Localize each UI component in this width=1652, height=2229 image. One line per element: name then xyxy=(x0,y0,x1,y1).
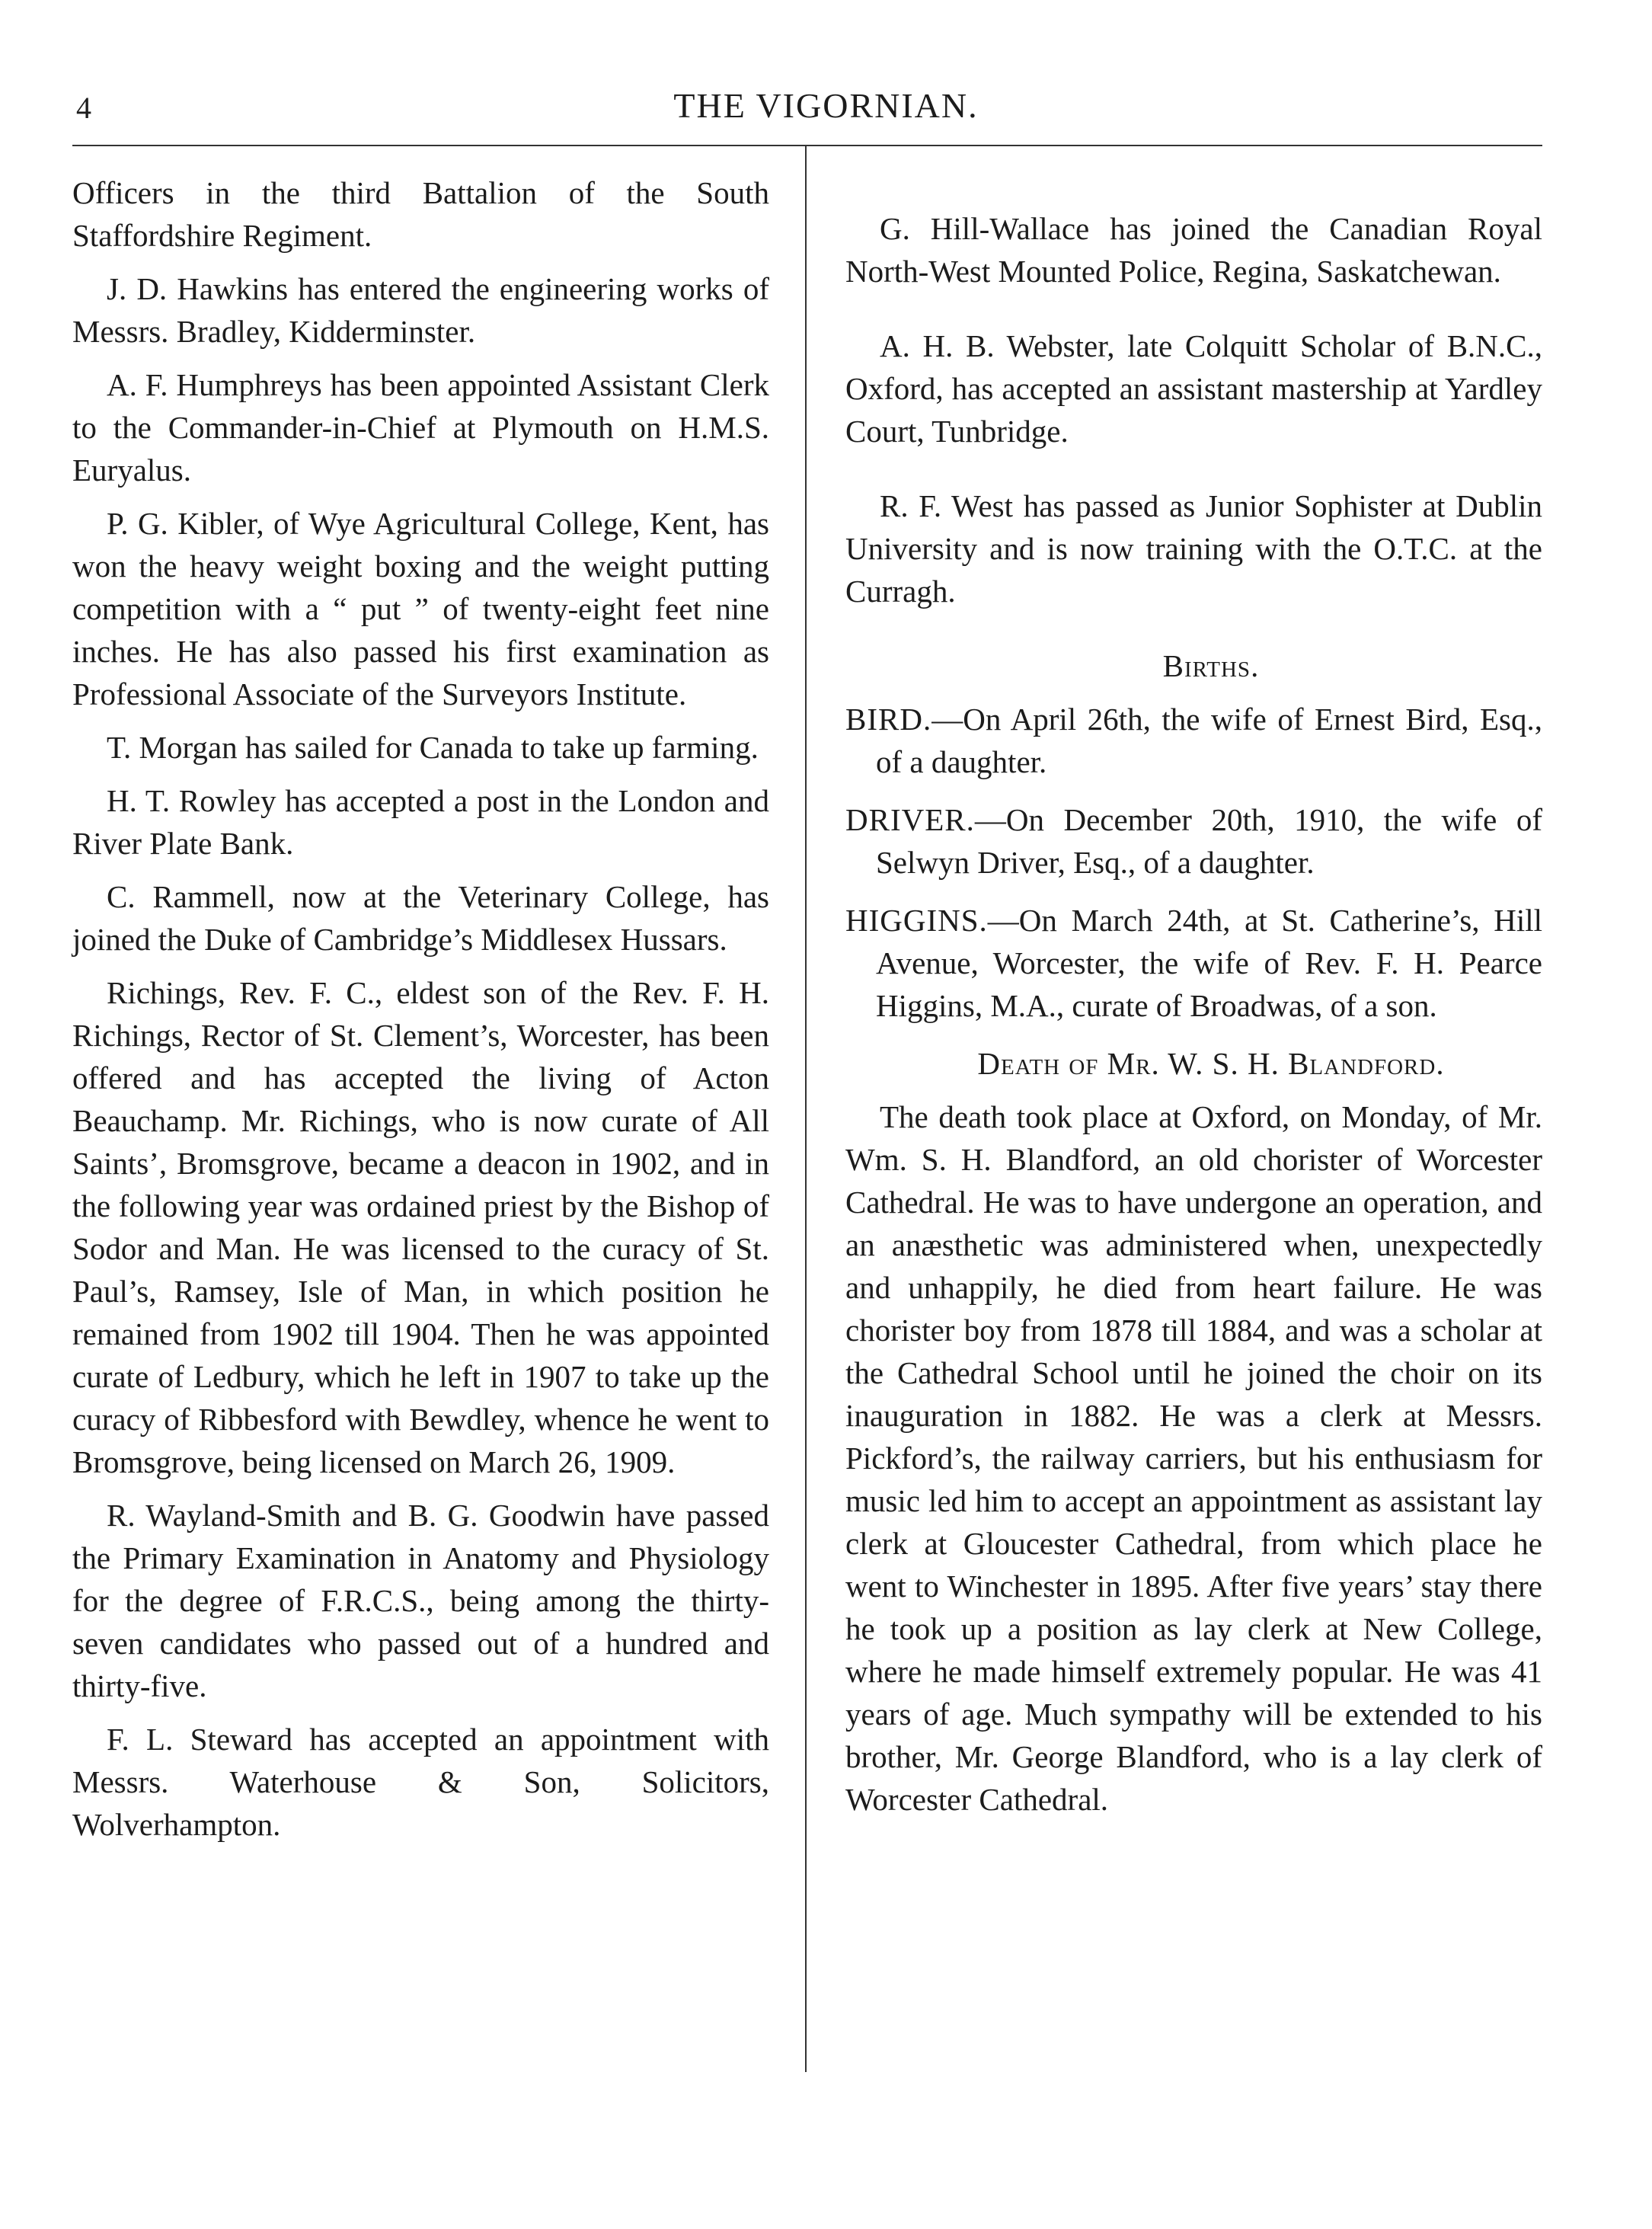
paragraph-blandford: The death took place at Oxford, on Monday, of Mr. Wm. S. H. Blandford, an old chorister of Worcester Cathedral. He was to have undergone an operation, and an anæsthetic was administered when, unexpectedly and unhappily, he died from heart failure. He was chorister boy from 1878 till 1884, and was a scholar at the Cathedral School until he joined the choir on its inauguration in 1882. He was a clerk at Messrs. Pickford’s, the railway carriers, but his enthusiasm for music led him to accept an appointment as assistant lay clerk at Gloucester Cathedral, from which place he went to Winchester in 1895. After five years’ stay there he took up a position as lay clerk at New College, where he made himself extremely popular. He was 41 years of age. Much sympathy will be extended to his brother, Mr. George Blandford, who is a lay clerk of Worcester Cathedral. xyxy=(845,1099,1542,1817)
paragraph-rowley: H. T. Rowley has accepted a post in the London and River Plate Bank. xyxy=(72,783,769,861)
paragraph-wayland-smith: R. Wayland-Smith and B. G. Goodwin have passed the Primary Examination in Anatomy and Physiology for the degree of F.R.C.S., being among the thirty-seven candidates who passed out of a hundred and thirty-five. xyxy=(72,1498,769,1703)
header-rule xyxy=(72,145,1542,146)
right-column xyxy=(845,207,1542,1831)
birth-entry-bird xyxy=(845,698,1542,783)
paragraph-hawkins: J. D. Hawkins has entered the engineering works of Messrs. Bradley, Kidderminster. xyxy=(72,271,769,349)
birth-name: BIRD. xyxy=(845,702,932,737)
birth-entry-driver xyxy=(845,798,1542,884)
paragraph-hill-wallace: G. Hill-Wallace has joined the Canadian Royal North-West Mounted Police, Regina, Saskatchewan. xyxy=(845,211,1542,289)
births-heading: Births. xyxy=(1162,648,1260,683)
paragraph-morgan: T. Morgan has sailed for Canada to take up farming. xyxy=(107,730,759,765)
paragraph-rammell: C. Rammell, now at the Veterinary College, has joined the Duke of Cambridge’s Middlesex Hussars. xyxy=(72,879,769,957)
page-title: THE VIGORNIAN. xyxy=(673,86,979,125)
column-divider xyxy=(805,145,807,2072)
birth-text: —On March 24th, at St. Catherine’s, Hill Avenue, Worcester, the wife of Rev. F. H. Pearce Higgins, M.A., curate of Broadwas, of a son. xyxy=(876,903,1542,1023)
paragraph-webster: A. H. B. Webster, late Colquitt Scholar of B.N.C., Oxford, has accepted an assistant mastership at Yardley Court, Tunbridge. xyxy=(845,328,1542,449)
birth-entry-higgins xyxy=(845,899,1542,1027)
paragraph-humphreys: A. F. Humphreys has been appointed Assistant Clerk to the Commander-in-Chief at Plymouth on H.M.S. Euryalus. xyxy=(72,367,769,488)
birth-name: HIGGINS. xyxy=(845,903,988,938)
left-column xyxy=(72,171,769,1856)
paragraph-richings: Richings, Rev. F. C., eldest son of the Rev. F. H. Richings, Rector of St. Clement’s, Worcester, has been offered and has accepted the living of Acton Beauchamp. Mr. Richings, who is now curate of All Saints’, Bromsgrove, became a deacon in 1902, and in the following year was ordained priest by the Bishop of Sodor and Man. He was licensed to the curacy of St. Paul’s, Ramsey, Isle of Man, in which position he remained from 1902 till 1904. Then he was appointed curate of Ledbury, which he left in 1907 to take up the curacy of Ribbesford with Bewdley, whence he went to Bromsgrove, being licensed on March 26, 1909. xyxy=(72,975,769,1479)
paragraph-kibler: P. G. Kibler, of Wye Agricultural College, Kent, has won the heavy weight boxing and the weight putting competition with a “ put ” of twenty-eight feet nine inches. He has also passed his first examination as Professional Associate of the Surveyors Institute. xyxy=(72,506,769,712)
paragraph-steward: F. L. Steward has accepted an appointment with Messrs. Waterhouse & Son, Solicitors, Wolverhampton. xyxy=(72,1722,769,1842)
birth-text: —On April 26th, the wife of Ernest Bird, Esq., of a daughter. xyxy=(876,702,1542,779)
paragraph-west: R. F. West has passed as Junior Sophister at Dublin University and is now training with the O.T.C. at the Curragh. xyxy=(845,488,1542,609)
birth-text: —On December 20th, 1910, the wife of Selwyn Driver, Esq., of a daughter. xyxy=(876,802,1542,880)
paragraph-staffordshire: Officers in the third Battalion of the South Staffordshire Regiment. xyxy=(72,175,769,253)
birth-name: DRIVER. xyxy=(845,802,975,837)
death-heading: Death of Mr. W. S. H. Blandford. xyxy=(977,1046,1445,1081)
page-number: 4 xyxy=(76,91,91,125)
